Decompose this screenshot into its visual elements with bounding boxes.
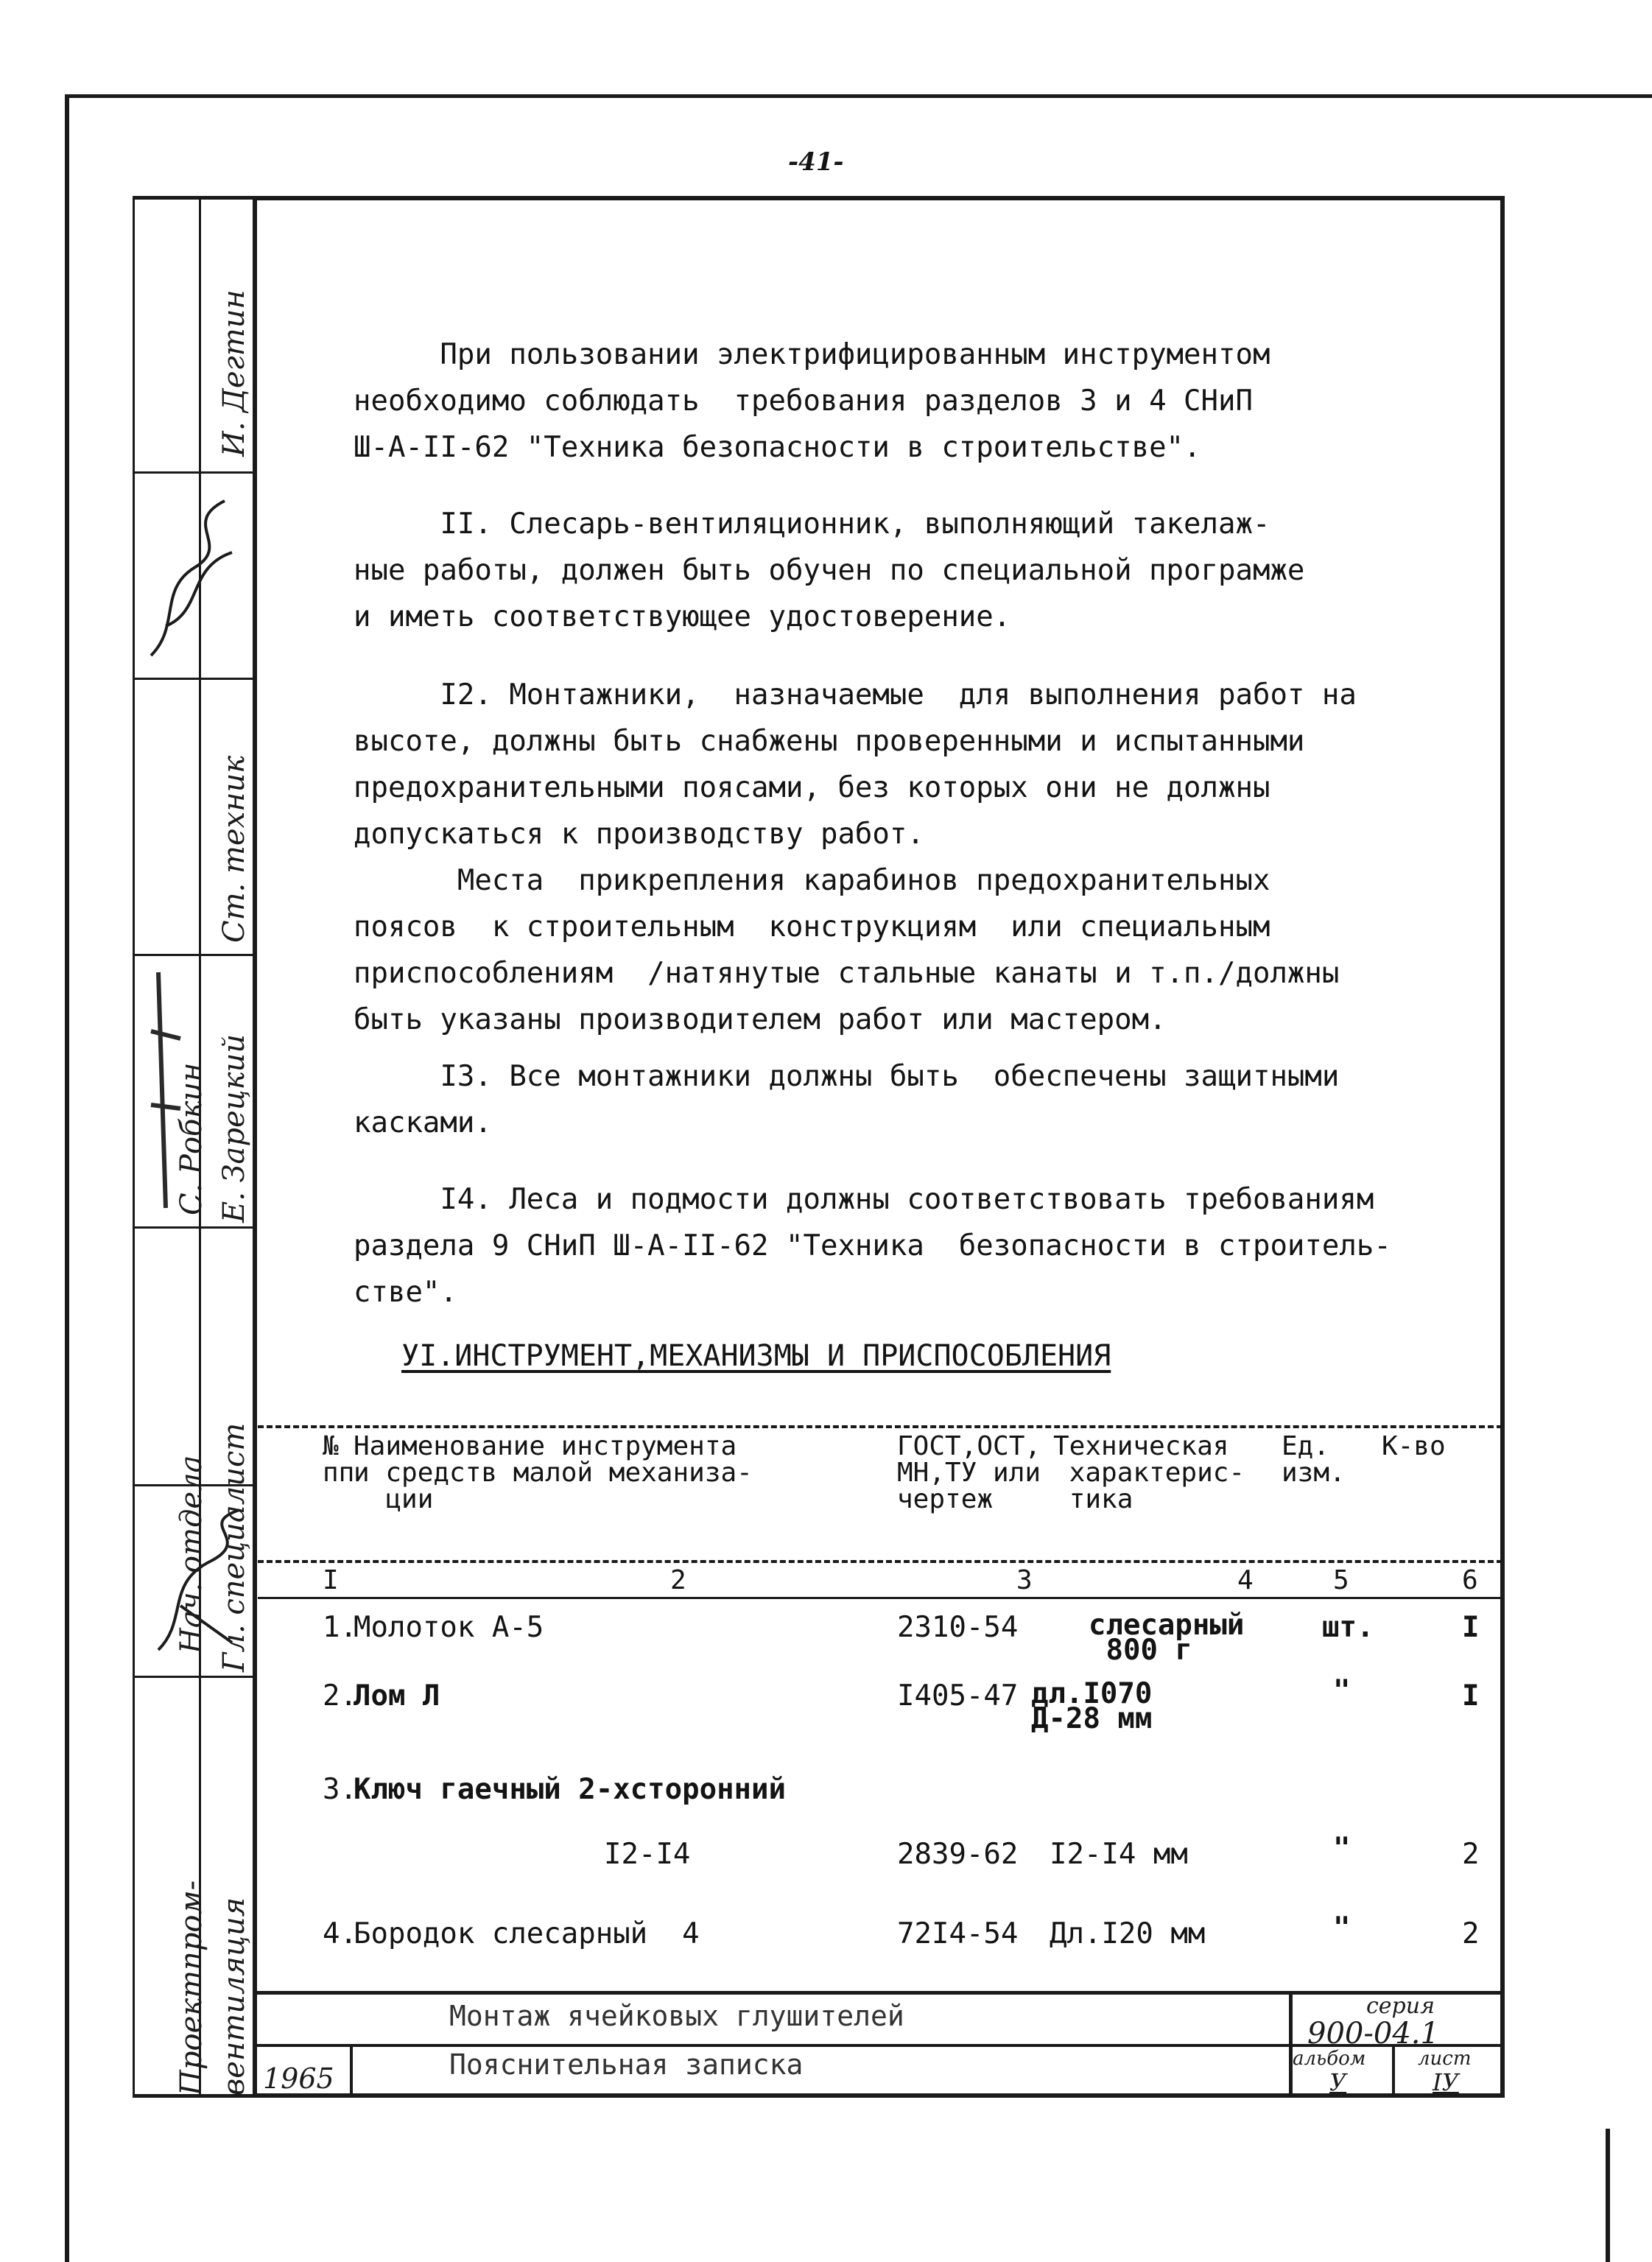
row-unit: " [1333,1674,1351,1707]
row-name-size: I2-I4 [604,1838,691,1871]
row-qty: 2 [1462,1838,1480,1871]
side-block-col-line [133,196,135,2098]
paragraph-11: II. Слесарь-вентиляционник, выполняющий такелаж- ные работы, должен быть обучен по специальной програмже и иметь соответствующее удостоверение. [354,507,1305,633]
dept-head-label: Нач. отдела [175,1455,208,1654]
signer-name-2: С. Робкин [175,1062,208,1215]
row-num: 2. [323,1679,357,1713]
title-block-divider [1289,1991,1293,2098]
side-block-row-line [133,1676,254,1678]
row-num: 3. [323,1773,357,1806]
row-unit: " [1333,1832,1351,1865]
header-num: № пп [323,1431,355,1488]
side-block-row-line [133,471,254,474]
row-spec: Дл.I20 мм [1050,1917,1206,1950]
table-header-rule [258,1560,1502,1563]
drawing-frame [253,196,1505,2098]
row-spec: I2-I4 мм [1050,1838,1188,1871]
signer-name-1: И. Дегтин [217,289,251,457]
side-block-top-edge [133,196,258,200]
handwritten-signature [136,1495,254,1665]
paragraph-intro: При пользовании электрифицированным инструментом необходимо соблюдать требования разделов 3 и 4 СНиП Ш-А-II-62 "Техника безопасности в строительстве". [354,338,1270,464]
title-block-divider [1392,2044,1395,2098]
column-number: 3 [1016,1565,1033,1595]
header-spec: Техническая характерис- тика [1053,1431,1245,1514]
row-unit: " [1333,1911,1351,1945]
column-number: 5 [1333,1565,1349,1595]
album-value: У [1329,2068,1347,2096]
row-num: 4. [323,1917,357,1950]
title-block-top-rule [253,1991,1505,1995]
row-spec: дл.I070 Д-28 мм [1031,1677,1153,1735]
series-label: серия [1366,1993,1435,2019]
column-number: 6 [1462,1565,1478,1595]
sheet-value: IУ [1433,2068,1459,2096]
album-label: альбом [1293,2048,1366,2070]
row-qty: I [1462,1679,1480,1713]
table-top-rule [258,1425,1502,1428]
row-name: Ключ гаечный 2-хсторонний [354,1773,786,1806]
side-block-row-line [133,954,254,956]
page-border-top [65,94,1652,98]
org-name-line2: вентиляция [217,1897,251,2096]
header-qty: К-во [1382,1431,1446,1461]
column-number: I [323,1565,339,1595]
year: 1965 [263,2062,334,2095]
row-name: Лом Л [354,1679,440,1713]
page-border-bottom-right [1606,2129,1610,2262]
row-name: Бородок слесарный 4 [354,1917,700,1950]
row-name: Молоток А-5 [354,1611,544,1644]
row-qty: I [1462,1611,1480,1644]
series-value: 900-04.1 [1307,2017,1439,2051]
column-number: 2 [670,1565,686,1595]
row-gost: 72I4-54 [897,1917,1019,1950]
senior-technician-label: Ст. техник [217,755,251,943]
side-block-row-line [133,1226,254,1229]
paragraph-14: I4. Леса и подмости должны соответствовать требованиям раздела 9 СНиП Ш-А-II-62 "Техника безопасности в строитель- стве". [354,1183,1391,1309]
table-colnum-rule [258,1597,1502,1599]
header-unit: Ед. изм. [1282,1431,1346,1488]
drawing-title: Монтаж ячейковых глушителей [449,2000,904,2032]
handwritten-mark [136,958,195,1215]
paragraph-13: I3. Все монтажники должны быть обеспечены защитными касками. [354,1060,1340,1139]
side-block-row-line [133,678,254,680]
row-spec: слесарный 800 г [1089,1609,1245,1667]
chief-specialist-label: Гл. специалист [217,1422,251,1672]
header-gost: ГОСТ,ОСТ, МН,ТУ или чертеж [897,1431,1041,1514]
paragraph-12: I2. Монтажники, назначаемые для выполнения работ на высоте, должны быть снабжены проверенными и испытанными предохранительными поясами, без которых они не должны допускаться к производству работ. Места прикрепления карабинов предохранительных поясов к строительным конструкциям или специальным приспособлениям /натянутые стальные канаты и т.п./должны быть указаны производителем работ или мастером. [354,678,1357,1036]
column-number: 4 [1237,1565,1254,1595]
row-gost: 2839-62 [897,1838,1019,1871]
drawing-subtitle: Пояснительная записка [449,2048,804,2081]
row-qty: 2 [1462,1917,1480,1950]
page-number: -41- [788,147,844,177]
sheet-label: лист [1418,2048,1472,2070]
title-block-divider [350,2044,353,2098]
row-num: 1. [323,1611,357,1644]
header-name: Наименование инструмента и средств малой механиза- ции [354,1431,753,1514]
handwritten-signature [136,479,254,670]
org-name-line1: Проектпром- [175,1880,208,2096]
row-gost: I405-47 [897,1679,1019,1713]
row-gost: 2310-54 [897,1611,1019,1644]
section-heading: УI.ИНСТРУМЕНТ,МЕХАНИЗМЫ И ПРИСПОСОБЛЕНИЯ [401,1339,1111,1373]
signer-name-3: Е. Зарецкий [217,1034,251,1223]
row-unit: шт. [1322,1611,1374,1644]
page-border-left [65,94,69,2262]
